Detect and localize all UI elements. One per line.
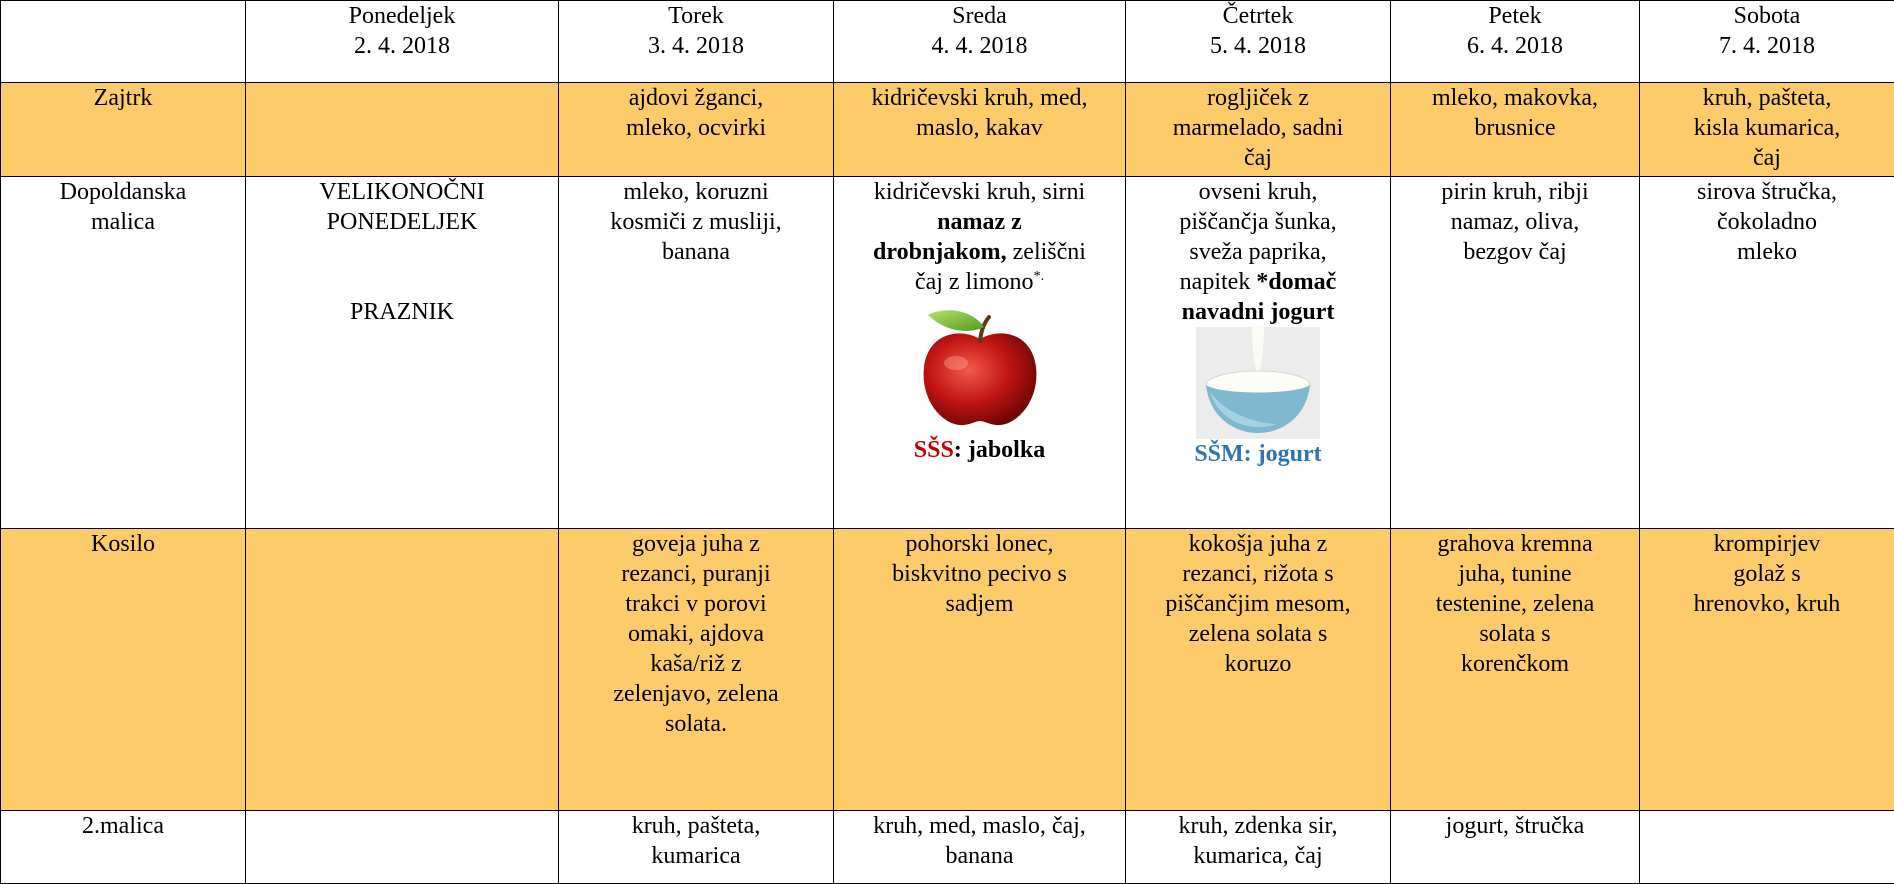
menu-line: ovseni kruh, xyxy=(1130,177,1386,207)
menu-line: piščančjim mesom, xyxy=(1130,589,1386,619)
sss-item: : jabolka xyxy=(954,437,1045,463)
menu-line-bold: drobnjakom, xyxy=(873,239,1007,265)
ssm-label: SŠM: jogurt xyxy=(1130,439,1386,469)
cell-malica2-tuesday xyxy=(559,811,834,884)
menu-line: rezanci, rižota s xyxy=(1130,559,1386,589)
day-header-tuesday xyxy=(559,1,834,83)
menu-line: banana xyxy=(838,841,1121,871)
menu-line xyxy=(838,267,1121,297)
menu-line: brusnice xyxy=(1395,113,1635,143)
day-name: Četrtek xyxy=(1130,1,1386,31)
day-name: Torek xyxy=(563,1,829,31)
day-name: Sobota xyxy=(1644,1,1890,31)
menu-line: kosmiči z musliji, xyxy=(563,207,829,237)
menu-line: zelenjavo, zelena xyxy=(563,679,829,709)
menu-line: pohorski lonec, xyxy=(838,529,1121,559)
menu-line: rezanci, puranji xyxy=(563,559,829,589)
sss-label-line xyxy=(838,435,1121,465)
cell-zajtrk-saturday xyxy=(1640,83,1894,177)
corner-cell xyxy=(1,1,246,83)
day-name: Petek xyxy=(1395,1,1635,31)
yogurt-image xyxy=(1196,327,1320,439)
menu-line: omaki, ajdova xyxy=(563,619,829,649)
cell-dopoldanska-thursday xyxy=(1126,177,1391,529)
menu-line: grahova kremna xyxy=(1395,529,1635,559)
day-header-wednesday xyxy=(834,1,1126,83)
menu-line: golaž s xyxy=(1644,559,1890,589)
cell-dopoldanska-wednesday xyxy=(834,177,1126,529)
day-header-monday xyxy=(246,1,559,83)
day-name: Ponedeljek xyxy=(250,1,554,31)
menu-line-bold: navadni jogurt xyxy=(1182,299,1335,325)
row-dopoldanska-malica xyxy=(1,177,1894,529)
header-row xyxy=(1,1,1894,83)
holiday-line: PONEDELJEK xyxy=(250,207,554,237)
menu-line: maslo, kakav xyxy=(838,113,1121,143)
day-date: 7. 4. 2018 xyxy=(1644,31,1890,61)
cell-dopoldanska-saturday xyxy=(1640,177,1894,529)
menu-line: kumarica xyxy=(563,841,829,871)
menu-line: ajdovi žganci, xyxy=(563,83,829,113)
menu-line: mleko, makovka, xyxy=(1395,83,1635,113)
cell-malica2-friday xyxy=(1391,811,1640,884)
menu-line-rest: zeliščni xyxy=(1007,239,1086,265)
menu-line: solata s xyxy=(1395,619,1635,649)
menu-line: zelena solata s xyxy=(1130,619,1386,649)
menu-line: goveja juha z xyxy=(563,529,829,559)
meal-label-kosilo: Kosilo xyxy=(1,529,246,811)
day-header-thursday xyxy=(1126,1,1391,83)
meal-label-2-malica: 2.malica xyxy=(1,811,246,884)
menu-line xyxy=(1130,267,1386,297)
menu-line: rogljiček z xyxy=(1130,83,1386,113)
cell-malica2-saturday xyxy=(1640,811,1894,884)
menu-line-text: napitek xyxy=(1180,269,1257,295)
menu-line: kidričevski kruh, sirni xyxy=(838,177,1121,207)
menu-line: mleko, ocvirki xyxy=(563,113,829,143)
meal-label-line: Dopoldanska xyxy=(5,177,241,207)
menu-line: kruh, pašteta, xyxy=(1644,83,1890,113)
menu-line: solata. xyxy=(563,709,829,739)
menu-line xyxy=(838,207,1121,237)
day-date: 2. 4. 2018 xyxy=(250,31,554,61)
menu-line-bold: *domač xyxy=(1256,269,1336,295)
menu-line: kumarica, čaj xyxy=(1130,841,1386,871)
menu-line: namaz, oliva, xyxy=(1395,207,1635,237)
footnote-mark: *. xyxy=(1034,269,1045,284)
menu-line xyxy=(838,237,1121,267)
menu-line: biskvitno pecivo s xyxy=(838,559,1121,589)
day-name: Sreda xyxy=(838,1,1121,31)
cell-kosilo-tuesday xyxy=(559,529,834,811)
cell-dopoldanska-friday xyxy=(1391,177,1640,529)
menu-line-bold: namaz z xyxy=(937,209,1022,235)
sss-badge: SŠS xyxy=(914,437,954,463)
holiday-label: PRAZNIK xyxy=(250,297,554,327)
menu-line-text: čaj z limono xyxy=(915,269,1034,295)
menu-line: kokošja juha z xyxy=(1130,529,1386,559)
menu-line: hrenovko, kruh xyxy=(1644,589,1890,619)
cell-malica2-monday xyxy=(246,811,559,884)
day-header-saturday xyxy=(1640,1,1894,83)
menu-line: sirova štručka, xyxy=(1644,177,1890,207)
menu-line xyxy=(1130,297,1386,327)
row-2-malica xyxy=(1,811,1894,884)
menu-line: sveža paprika, xyxy=(1130,237,1386,267)
menu-line: juha, tunine xyxy=(1395,559,1635,589)
day-header-friday xyxy=(1391,1,1640,83)
menu-line: kidričevski kruh, med, xyxy=(838,83,1121,113)
menu-line: banana xyxy=(563,237,829,267)
cell-dopoldanska-tuesday xyxy=(559,177,834,529)
day-date: 3. 4. 2018 xyxy=(563,31,829,61)
apple-image xyxy=(910,305,1050,429)
menu-line: testenine, zelena xyxy=(1395,589,1635,619)
cell-kosilo-wednesday xyxy=(834,529,1126,811)
holiday-line: VELIKONOČNI xyxy=(250,177,554,207)
cell-zajtrk-thursday xyxy=(1126,83,1391,177)
menu-line: bezgov čaj xyxy=(1395,237,1635,267)
menu-line: korenčkom xyxy=(1395,649,1635,679)
cell-zajtrk-tuesday xyxy=(559,83,834,177)
meal-label-dopoldanska-malica xyxy=(1,177,246,529)
cell-kosilo-saturday xyxy=(1640,529,1894,811)
row-zajtrk xyxy=(1,83,1894,177)
cell-kosilo-friday xyxy=(1391,529,1640,811)
cell-zajtrk-wednesday xyxy=(834,83,1126,177)
cell-kosilo-monday xyxy=(246,529,559,811)
day-date: 6. 4. 2018 xyxy=(1395,31,1635,61)
menu-line: kruh, med, maslo, čaj, xyxy=(838,811,1121,841)
menu-line: mleko, koruzni xyxy=(563,177,829,207)
cell-kosilo-thursday xyxy=(1126,529,1391,811)
menu-line: piščančja šunka, xyxy=(1130,207,1386,237)
cell-malica2-wednesday xyxy=(834,811,1126,884)
cell-malica2-thursday xyxy=(1126,811,1391,884)
menu-line: kisla kumarica, xyxy=(1644,113,1890,143)
day-date: 5. 4. 2018 xyxy=(1130,31,1386,61)
menu-line: čaj xyxy=(1130,143,1386,173)
menu-line: čaj xyxy=(1644,143,1890,173)
menu-line: mleko xyxy=(1644,237,1890,267)
menu-line: krompirjev xyxy=(1644,529,1890,559)
meal-label-line: malica xyxy=(5,207,241,237)
meal-label-zajtrk: Zajtrk xyxy=(1,83,246,177)
day-date: 4. 4. 2018 xyxy=(838,31,1121,61)
cell-zajtrk-friday xyxy=(1391,83,1640,177)
row-kosilo xyxy=(1,529,1894,811)
menu-line: jogurt, štručka xyxy=(1395,811,1635,841)
menu-line: kruh, pašteta, xyxy=(563,811,829,841)
menu-line: marmelado, sadni xyxy=(1130,113,1386,143)
menu-line: pirin kruh, ribji xyxy=(1395,177,1635,207)
cell-dopoldanska-monday xyxy=(246,177,559,529)
menu-line: trakci v porovi xyxy=(563,589,829,619)
menu-line: sadjem xyxy=(838,589,1121,619)
menu-line: kruh, zdenka sir, xyxy=(1130,811,1386,841)
menu-line: čokoladno xyxy=(1644,207,1890,237)
menu-line: koruzo xyxy=(1130,649,1386,679)
menu-line: kaša/riž z xyxy=(563,649,829,679)
cell-zajtrk-monday xyxy=(246,83,559,177)
